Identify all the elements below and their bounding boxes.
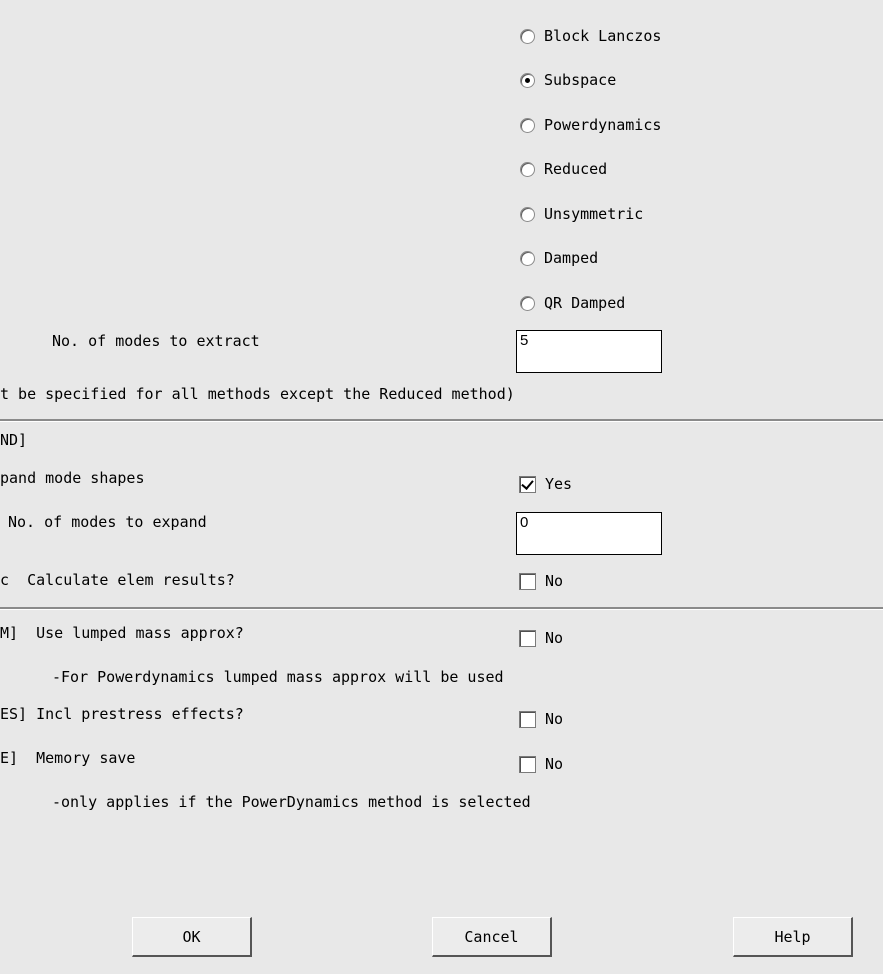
modes-expand-input[interactable]: 0 — [516, 512, 662, 555]
help-button[interactable]: Help — [733, 917, 853, 957]
expand-mode-shapes-checkbox[interactable] — [519, 473, 572, 495]
expand-section-header: ND] — [0, 431, 28, 449]
radio-circle-icon[interactable] — [520, 162, 535, 177]
memory-save-label: E] Memory save — [0, 749, 136, 767]
radio-powerdynamics[interactable] — [520, 114, 661, 136]
checkbox-value-label: No — [545, 629, 564, 647]
memory-save-note: -only applies if the PowerDynamics method is selected — [52, 793, 531, 811]
checkbox-value-label: No — [545, 710, 564, 728]
checkbox-icon[interactable] — [519, 573, 536, 590]
prestress-checkbox[interactable] — [519, 708, 563, 730]
radio-circle-icon[interactable] — [520, 118, 535, 133]
radio-circle-icon[interactable] — [520, 296, 535, 311]
radio-subspace[interactable] — [520, 69, 616, 91]
radio-label: Subspace — [544, 71, 617, 89]
radio-circle-icon[interactable] — [520, 251, 535, 266]
radio-reduced[interactable] — [520, 158, 607, 180]
radio-label: Powerdynamics — [544, 116, 662, 134]
radio-label: Block Lanczos — [544, 27, 662, 45]
lumped-mass-note: -For Powerdynamics lumped mass approx will be used — [52, 668, 504, 686]
section-divider — [0, 419, 883, 422]
calc-elem-results-label: c Calculate elem results? — [0, 571, 235, 589]
radio-circle-icon[interactable] — [520, 29, 535, 44]
lumped-mass-label: M] Use lumped mass approx? — [0, 624, 244, 642]
radio-circle-icon[interactable] — [520, 207, 535, 222]
modes-extract-label: No. of modes to extract — [52, 332, 260, 350]
lumped-mass-checkbox[interactable] — [519, 627, 563, 649]
expand-mode-shapes-label: pand mode shapes — [0, 469, 145, 487]
checkbox-value-label: Yes — [545, 475, 573, 493]
radio-label: Damped — [544, 249, 599, 267]
cancel-button[interactable]: Cancel — [432, 917, 552, 957]
radio-block-lanczos[interactable] — [520, 25, 661, 47]
modes-expand-label: No. of modes to expand — [8, 513, 207, 531]
ok-button[interactable]: OK — [132, 917, 252, 957]
modes-extract-note: t be specified for all methods except the Reduced method) — [0, 385, 515, 403]
prestress-label: ES] Incl prestress effects? — [0, 705, 244, 723]
checkbox-value-label: No — [545, 755, 564, 773]
radio-circle-selected-icon[interactable] — [520, 73, 535, 88]
calc-elem-results-checkbox[interactable] — [519, 570, 563, 592]
checkbox-checked-icon[interactable] — [519, 476, 536, 493]
checkbox-icon[interactable] — [519, 711, 536, 728]
radio-damped[interactable] — [520, 247, 598, 269]
memory-save-checkbox[interactable] — [519, 753, 563, 775]
radio-label: Reduced — [544, 160, 608, 178]
radio-unsymmetric[interactable] — [520, 203, 643, 225]
section-divider — [0, 607, 883, 610]
radio-label: Unsymmetric — [544, 205, 644, 223]
checkbox-value-label: No — [545, 572, 564, 590]
checkbox-icon[interactable] — [519, 756, 536, 773]
radio-qr-damped[interactable] — [520, 292, 625, 314]
checkbox-icon[interactable] — [519, 630, 536, 647]
radio-label: QR Damped — [544, 294, 626, 312]
modes-extract-input[interactable]: 5 — [516, 330, 662, 373]
